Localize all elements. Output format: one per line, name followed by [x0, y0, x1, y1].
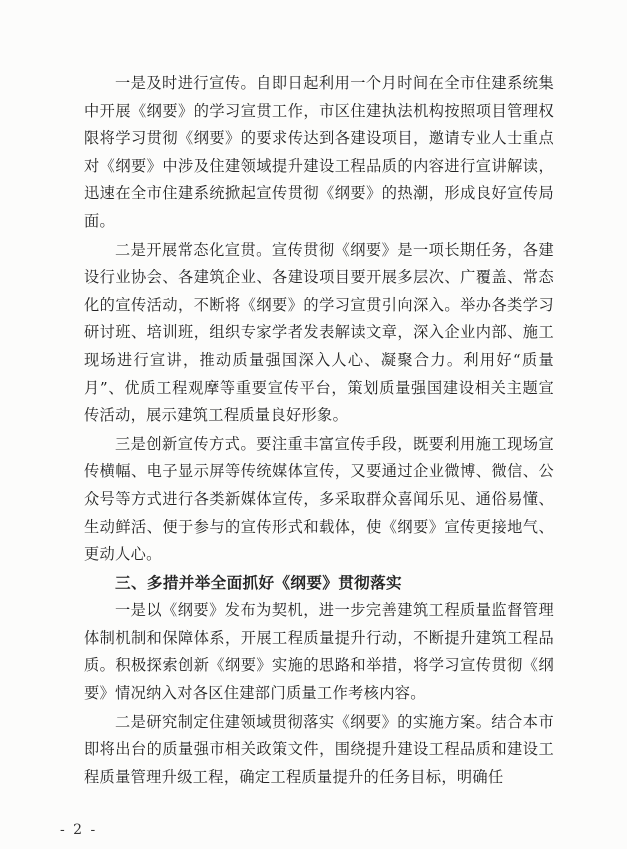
- document-body: [84, 70, 554, 792]
- section-heading: 三、多措并举全面抓好《纲要》贯彻落实: [115, 573, 402, 592]
- paragraph-publicize-timely: 一是及时进行宣传。自即日起利用一个月时间在全市住建系统集中开展《纲要》的学习宣贯工作，市区住建执法机构按照项目管理权限将学习贯彻《纲要》的要求传达到各建设项目，邀请专业人士重点对《纲要》中涉及住建领域提升建设工程品质的内容进行宣讲解读，迅速在全市住建系统掀起宣传贯彻《纲要》的热潮，形成良好宣传局面。: [84, 74, 554, 230]
- page-number: - 2 -: [60, 822, 98, 838]
- paragraph-opportunity: 一是以《纲要》发布为契机，进一步完善建筑工程质量监督管理体制机制和保障体系，开展工程质量提升行动，不断提升建筑工程品质。积极探索创新《纲要》实施的思路和举措，将学习宣传贯彻《纲要》情况纳入对各区住建部门质量工作考核内容。: [84, 601, 554, 703]
- paragraph-implementation-plan: 二是研究制定住建领域贯彻落实《纲要》的实施方案。结合本市即将出台的质量强市相关政策文件，围绕提升建设工程品质和建设工程质量管理升级工程，确定工程质量提升的任务目标，明确任: [84, 712, 554, 786]
- paragraph-regular-publicity: 二是开展常态化宣贯。宣传贯彻《纲要》是一项长期任务，各建设行业协会、各建筑企业、各建设项目要开展多层次、广覆盖、常态化的宣传活动，不断将《纲要》的学习宣贯引向深入。举办各类学习研讨班、培训班，组织专家学者发表解读文章，深入企业内部、施工现场进行宣讲，推动质量强国深入人心、凝聚合力。利用好“质量月”、优质工程观摩等重要宣传平台，策划质量强国建设相关主题宣传活动，展示建筑工程质量良好形象。: [84, 240, 554, 425]
- paragraph-innovative-methods: 三是创新宣传方式。要注重丰富宣传手段，既要利用施工现场宣传横幅、电子显示屏等传统媒体宣传，又要通过企业微博、微信、公众号等方式进行各类新媒体宣传，多采取群众喜闻乐见、通俗易懂、生动鲜活、便于参与的宣传形式和载体，使《纲要》宣传更接地气、更动人心。: [84, 434, 554, 564]
